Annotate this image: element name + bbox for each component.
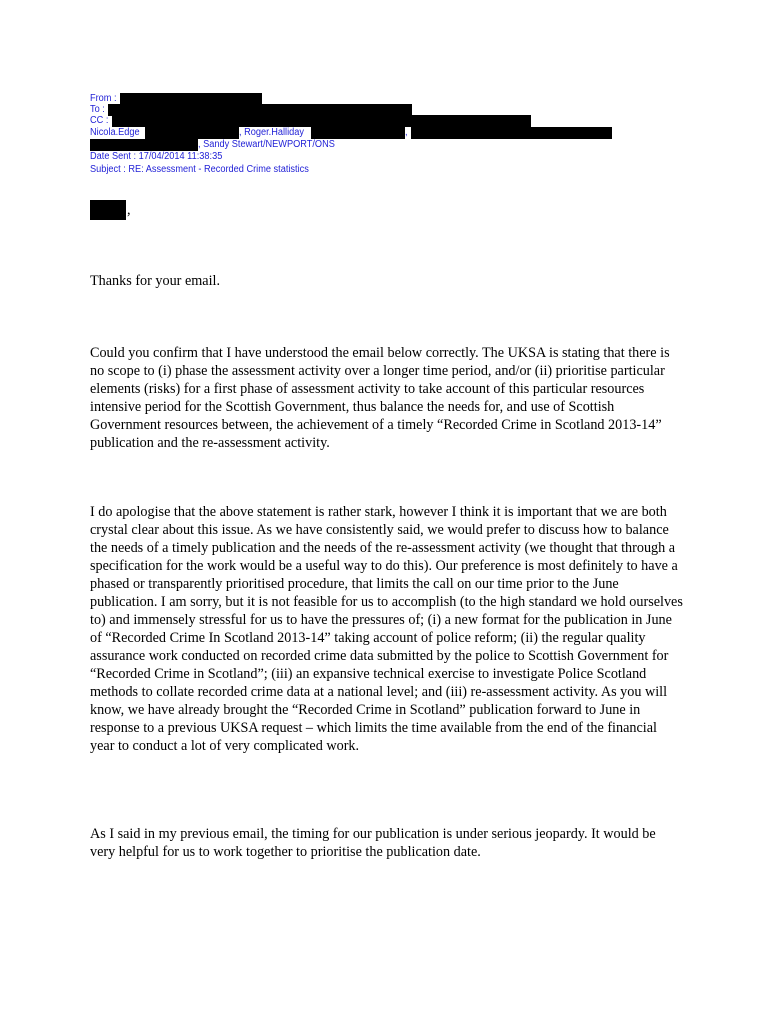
to-label: To : bbox=[90, 104, 105, 115]
paragraph-confirm: Could you confirm that I have understood the email below correctly. The UKSA is stating that there is no scope to (i) phase the assessment activity over a longer time period, and/or (ii) prioritise particular elements (risks) for a first phase of assessment activity to take account of this particular resources intensive period for the Scottish Government, thus balance the needs for, and use of Scottish Government resources between, the achievement of a timely “Recorded Crime in Scotland 2013-14” publication and the re-assessment activity. bbox=[90, 345, 670, 451]
cc-name-roger: , Roger.Halliday bbox=[239, 127, 304, 138]
cc-name-nicola: Nicola.Edge bbox=[90, 127, 140, 138]
date-sent: Date Sent : 17/04/2014 11:38:35 bbox=[90, 151, 223, 162]
paragraph-apologise: I do apologise that the above statement is rather stark, however I think it is important that we are both crystal clear about this issue. As we have consistently said, we would prefer to discuss how to balance the needs of a timely publication and the needs of the re-assessment activity (we thought that through a specification for the work would be a useful way to do this). Our preference is most definitely to have a phased or transparently prioritised procedure, that limits the call on our time prior to the June publication. I am sorry, but it is not feasible for us to accomplish (to the high standard we hold ourselves to) and immensely stressful for us to have the pressures of; (i) a new format for the publication in June of “Recorded Crime In Scotland 2013-14” taking account of police reform; (ii) the regular quality assurance work conducted on recorded crime data submitted by the police to Scottish Government for “Recorded Crime in Scotland”; (iii) an expansive technical exercise to investigate Police Scotland methods to collate recorded crime data at a national level; and (iii) re-assessment activity. As you will know, we have already brought the “Recorded Crime in Scotland” publication forward to June in response to a previous UKSA request – which limits the time available from the end of the financial year to conduct a lot of very complicated work. bbox=[90, 504, 683, 754]
cc-separator: , bbox=[405, 127, 408, 138]
redaction-cc-4 bbox=[411, 127, 612, 139]
redaction-cc-3 bbox=[311, 127, 405, 139]
redaction-cc-5 bbox=[90, 139, 198, 151]
paragraph-timing: As I said in my previous email, the timing for our publication is under serious jeopardy. It would be very helpful for us to work together to prioritise the publication date. bbox=[90, 826, 656, 860]
redaction-cc bbox=[112, 115, 531, 127]
paragraph-thanks: Thanks for your email. bbox=[90, 273, 221, 289]
subject-line: Subject : RE: Assessment - Recorded Crime statistics bbox=[90, 164, 309, 175]
redaction-greeting-name bbox=[90, 200, 126, 220]
cc-name-sandy: , Sandy Stewart/NEWPORT/ONS bbox=[198, 139, 335, 150]
greeting-comma: , bbox=[127, 202, 131, 218]
redaction-cc-2 bbox=[145, 127, 239, 139]
cc-label: CC : bbox=[90, 115, 109, 126]
from-label: From : bbox=[90, 93, 117, 104]
